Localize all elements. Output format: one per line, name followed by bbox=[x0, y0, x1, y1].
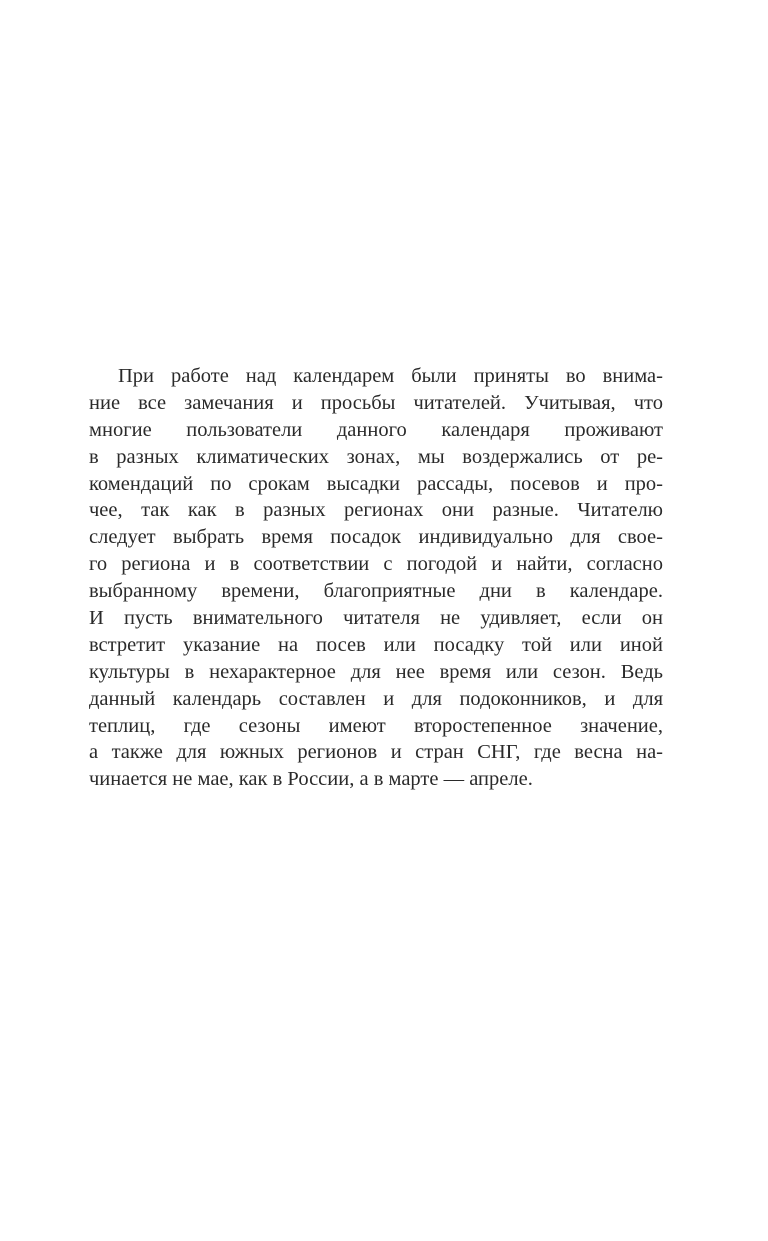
text-line: ние все замечания и просьбы читателей. Учитывая, что bbox=[89, 391, 663, 414]
text-line: И пусть внимательного читателя не удивляет, если он bbox=[89, 607, 663, 630]
text-line: следует выбрать время посадок индивидуально для свое- bbox=[89, 526, 663, 549]
text-line: а также для южных регионов и стран СНГ, где весна на- bbox=[89, 741, 663, 764]
text-line: в разных климатических зонах, мы воздержались от ре- bbox=[89, 445, 663, 468]
text-line: данный календарь составлен и для подоконников, и для bbox=[89, 687, 663, 710]
text-line: го региона и в соответствии с погодой и найти, согласно bbox=[89, 553, 663, 576]
text-line: встретит указание на посев или посадку той или иной bbox=[89, 633, 663, 656]
text-line: теплиц, где сезоны имеют второстепенное значение, bbox=[89, 714, 663, 737]
text-line: чее, так как в разных регионах они разные. Читателю bbox=[89, 499, 663, 522]
text-line: многие пользователи данного календаря проживают bbox=[89, 418, 663, 441]
text-line: чинается не мае, как в России, а в марте — апреле. bbox=[89, 768, 533, 791]
text-line: выбранному времени, благоприятные дни в календаре. bbox=[89, 580, 663, 603]
body-paragraph bbox=[89, 363, 663, 793]
text-line: комендаций по срокам высадки рассады, посевов и про- bbox=[89, 472, 663, 495]
text-line: При работе над календарем были приняты во внима- bbox=[118, 365, 663, 387]
text-line: культуры в нехарактерное для нее время или сезон. Ведь bbox=[89, 660, 663, 683]
